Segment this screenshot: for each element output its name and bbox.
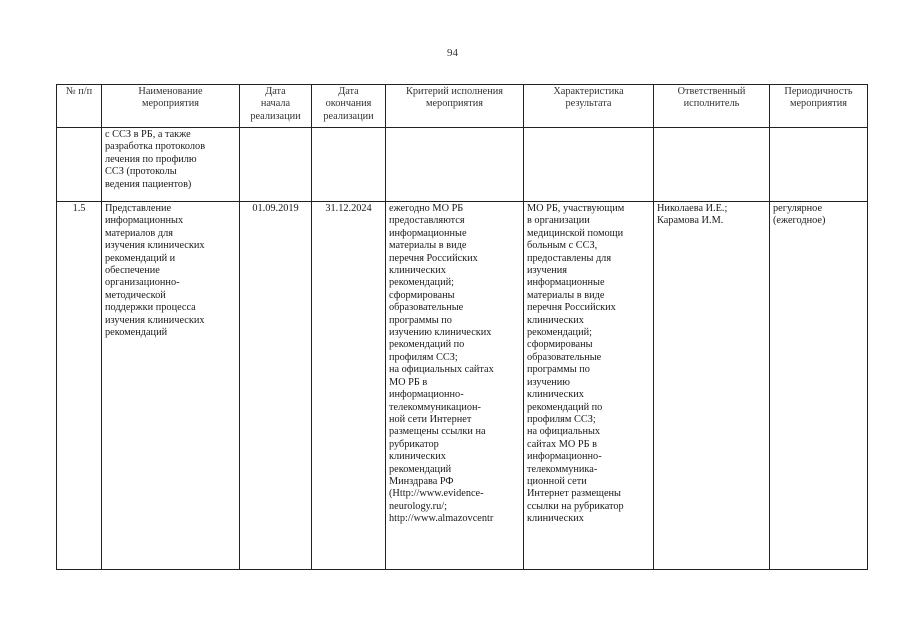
row-result: МО РБ, участвующим в организации медицинской помощи больным с ССЗ, предоставлены для изучения информационные материалы в виде перечня Российских клинических рекомендаций; сформированы образовательные программы по изучению клинических рекомендаций по профилям ССЗ; на официальных сайтах МО РБ в информационно- телекоммуника- ционной сети Интернет размещены ссылки на рубрикатор клинических — [524, 202, 654, 570]
table-row — [57, 128, 868, 202]
row-number — [57, 128, 102, 202]
row-start-date: 01.09.2019 — [240, 202, 312, 570]
row-criterion: ежегодно МО РБ предоставляются информационные материалы в виде перечня Российских клинических рекомендаций; сформированы образовательные программы по изучению клинических рекомендаций по профилям ССЗ; на официальных сайтах МО РБ в информационно- телекоммуникацион- ной сети Интернет размещены ссылки на рубрикатор клинических рекомендаций Минздрава РФ (Http://www.evidence- neurology.ru/; http://www.almazovcentr — [386, 202, 524, 570]
row-responsible: Николаева И.Е.; Карамова И.М. — [654, 202, 770, 570]
row-end-date: 31.12.2024 — [312, 202, 386, 570]
row-periodicity — [770, 128, 868, 202]
header-start-date: Дата начала реализации — [240, 85, 312, 128]
row-event-name: с ССЗ в РБ, а также разработка протоколов лечения по профилю ССЗ (протоколы ведения пациентов) — [102, 128, 240, 202]
row-number: 1.5 — [57, 202, 102, 570]
row-start-date — [240, 128, 312, 202]
header-event-name: Наименование мероприятия — [102, 85, 240, 128]
row-periodicity: регулярное (ежегодное) — [770, 202, 868, 570]
row-event-name: Представление информационных материалов для изучения клинических рекомендаций и обеспечение организационно- методической поддержки процесса изучения клинических рекомендаций — [102, 202, 240, 570]
header-criterion: Критерий исполнения мероприятия — [386, 85, 524, 128]
row-criterion — [386, 128, 524, 202]
row-responsible — [654, 128, 770, 202]
header-number: № п/п — [57, 85, 102, 128]
row-result — [524, 128, 654, 202]
row-end-date — [312, 128, 386, 202]
header-result: Характеристика результата — [524, 85, 654, 128]
measures-table — [56, 84, 868, 570]
header-responsible: Ответственный исполнитель — [654, 85, 770, 128]
header-end-date: Дата окончания реализации — [312, 85, 386, 128]
header-periodicity: Периодичность мероприятия — [770, 85, 868, 128]
table-row — [57, 202, 868, 570]
page-number: 94 — [447, 47, 458, 59]
table-header-row — [57, 85, 868, 128]
